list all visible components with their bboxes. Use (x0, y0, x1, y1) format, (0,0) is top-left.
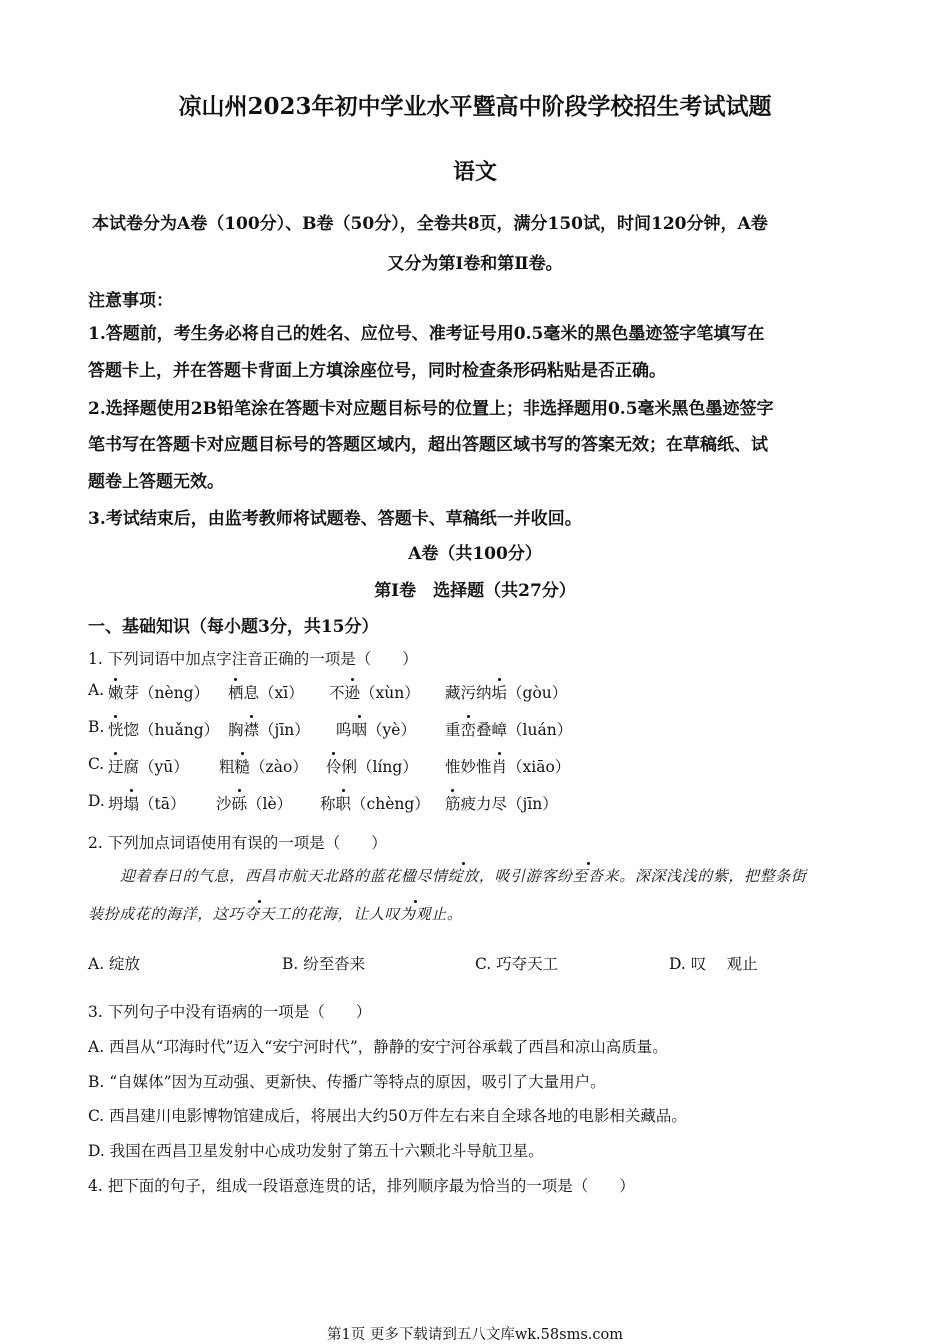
note-line: 1.答题前，考生务必将自己的姓名、应位号、准考证号用0.5毫米的黑色墨迹签字笔填写在 (88, 324, 765, 344)
q3-option-d: D. 我国在西昌卫星发射中心成功发射了第五十六颗北斗导航卫星。 (88, 1142, 544, 1160)
option-word: 呜咽（yè） (336, 718, 416, 740)
question-2-stem: 2. 下列加点词语使用有误的一项是（ ） (88, 834, 387, 852)
dotted-char: 峦 (461, 718, 477, 740)
option-word: 坍塌（tā） (108, 792, 186, 814)
page-footer: 第1页 更多下载请到五八文库wk.58sms.com (327, 1327, 623, 1343)
dotted-char: 迂 (108, 755, 124, 777)
exam-title: 凉山州2023年初中学业水平暨高中阶段学校招生考试试题 (178, 93, 772, 120)
dotted-char: 砾 (232, 792, 248, 814)
dotted-char: 逊 (345, 681, 361, 703)
option-word: 藏污纳垢（gòu） (445, 681, 567, 703)
q2-options (88, 952, 868, 976)
dotted-word: 叹为观止 (384, 905, 447, 923)
dotted-char: 糙 (235, 755, 251, 777)
dotted-char: 职 (336, 792, 352, 814)
dotted-word: 巧夺天工 (228, 905, 291, 923)
option-word: 称职（chèng） (320, 792, 430, 814)
dotted-word: 绽放 (447, 867, 479, 885)
option-word: 惟妙惟肖（xiāo） (445, 755, 570, 777)
dotted-char: 塌 (124, 792, 140, 814)
option-word: 伶俐（líng） (326, 755, 418, 777)
q2-option-d: D. 叹 观止 (669, 955, 758, 973)
q3-option-a: A. 西昌从“邛海时代”迈入“安宁河时代”，静静的安宁河谷承载了西昌和凉山高质量。 (88, 1038, 668, 1056)
option-word: 栖息（xī） (228, 681, 304, 703)
dotted-char: 嫩 (108, 681, 124, 703)
option-label: A. (88, 681, 105, 699)
dotted-char: 襟 (244, 718, 260, 740)
q2-option-b: B. 纷至沓来 (282, 955, 366, 973)
option-word: 迂腐（yū） (108, 755, 189, 777)
question-3-stem: 3. 下列句子中没有语病的一项是（ ） (88, 1003, 372, 1021)
dotted-char: 伶 (326, 755, 342, 777)
q2-passage-line-2: 装扮成花的海洋，这巧夺天工的花海，让人叹为观止。 (88, 905, 463, 923)
option-word: 胸襟（jīn） (228, 718, 310, 740)
note-line: 3.考试结束后，由监考教师将试题卷、答题卡、草稿纸一并收回。 (88, 509, 582, 529)
option-word: 粗糙（zào） (219, 755, 308, 777)
note-line: 题卷上答题无效。 (88, 472, 224, 492)
option-word: 沙砾（lè） (216, 792, 292, 814)
intro-line-2: 又分为第Ⅰ卷和第Ⅱ卷。 (387, 254, 563, 274)
q2-option-c: C. 巧夺天工 (475, 955, 559, 973)
dotted-char: 肖 (492, 755, 508, 777)
option-word: 重峦叠嶂（luán） (445, 718, 572, 740)
dotted-char: 栖 (228, 681, 244, 703)
option-word: 不逊（xùn） (329, 681, 420, 703)
option-word: 嫩芽（nèng） (108, 681, 209, 703)
question-1-stem: 1. 下列词语中加点字注音正确的一项是（ ） (88, 650, 418, 668)
subject-heading: 语文 (452, 159, 497, 185)
q3-option-b: B. “自媒体”因为互动强、更新快、传播广等特点的原因，吸引了大量用户。 (88, 1073, 606, 1091)
option-word: 筋疲力尽（jīn） (445, 792, 558, 814)
volume-1-heading: 第Ⅰ卷 选择题（共27分） (374, 581, 576, 601)
q2-option-a: A. 绽放 (88, 955, 141, 973)
intro-line-1: 本试卷分为A卷（100分）、B卷（50分），全卷共8页，满分150试，时间120分钟，A卷 (92, 214, 768, 234)
note-line: 笔书写在答题卡对应题目标号的答题区域内，超出答题区域书写的答案无效；在草稿纸、试 (88, 435, 768, 455)
dotted-char: 恍 (108, 718, 124, 740)
option-label: C. (88, 755, 105, 773)
note-line: 答题卡上，并在答题卡背面上方填涂座位号，同时检查条形码粘贴是否正确。 (88, 361, 666, 381)
option-label: D. (88, 792, 105, 810)
q3-option-c: C. 西昌建川电影博物馆建成后，将展出大约50万件左右来自全球各地的电影相关藏品。 (88, 1107, 687, 1125)
q2-passage-line-1: 迎着春日的气息，西昌市航天北路的蓝花楹尽情绽放，吸引游客纷至沓来。深深浅浅的紫，把整条街 (120, 867, 807, 885)
dotted-char: 咽 (352, 718, 368, 740)
dotted-word: 纷至沓来 (556, 867, 620, 885)
notes-heading: 注意事项： (88, 291, 173, 311)
dotted-char: 垢 (492, 681, 508, 703)
note-line: 2.选择题使用2B铅笔涂在答题卡对应题目标号的位置上；非选择题用0.5毫米黑色墨迹签字 (88, 399, 774, 419)
question-4-stem: 4. 把下面的句子，组成一段语意连贯的话，排列顺序最为恰当的一项是（ ） (88, 1177, 635, 1195)
option-word: 恍惚（huǎng） (108, 718, 219, 740)
dotted-char: 筋 (445, 792, 461, 814)
part-1-heading: 一、基础知识（每小题3分，共15分） (88, 617, 379, 637)
option-label: B. (88, 718, 105, 736)
section-a-heading: A卷（共100分） (408, 544, 542, 564)
